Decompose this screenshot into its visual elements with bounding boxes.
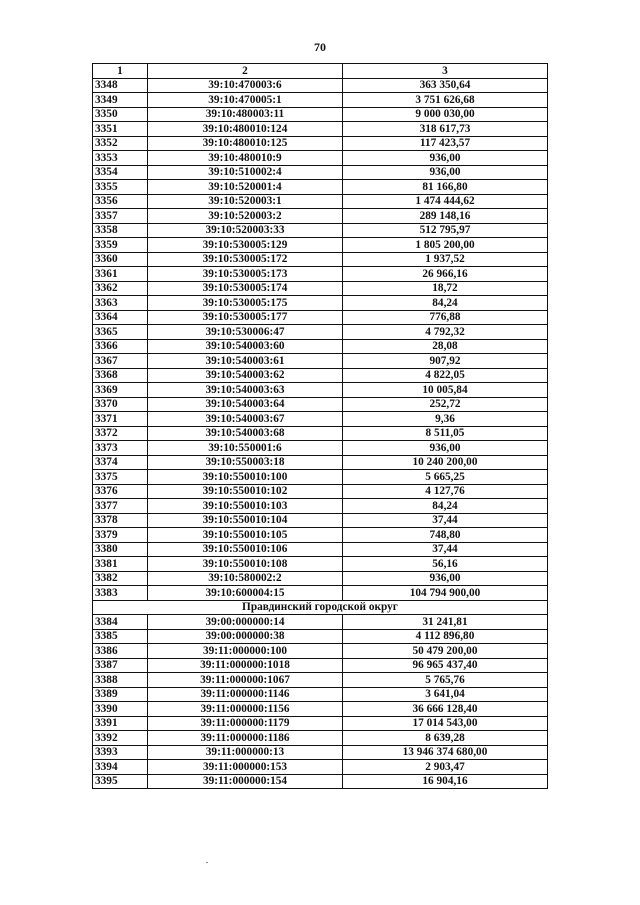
table-row — [93, 441, 548, 456]
table-row — [93, 267, 548, 282]
table-row — [93, 426, 548, 441]
row-number-cell: 3368 — [93, 368, 148, 383]
section-row — [93, 600, 548, 615]
row-number-cell: 3356 — [93, 194, 148, 209]
cadastral-number-cell: 39:10:550010:108 — [148, 557, 343, 572]
cadastral-number-cell: 39:10:480010:124 — [148, 122, 343, 137]
row-number-cell: 3372 — [93, 426, 148, 441]
cadastral-number-cell: 39:10:480003:11 — [148, 107, 343, 122]
value-cell: 4 112 896,80 — [343, 629, 548, 644]
row-number-cell: 3384 — [93, 615, 148, 630]
value-cell: 289 148,16 — [343, 209, 548, 224]
table-row — [93, 252, 548, 267]
value-cell: 8 511,05 — [343, 426, 548, 441]
cadastral-number-cell: 39:11:000000:1067 — [148, 673, 343, 688]
row-number-cell: 3365 — [93, 325, 148, 340]
table-row — [93, 499, 548, 514]
table-row — [93, 194, 548, 209]
row-number-cell: 3370 — [93, 397, 148, 412]
value-cell: 936,00 — [343, 151, 548, 166]
value-cell: 36 666 128,40 — [343, 702, 548, 717]
value-cell: 13 946 374 680,00 — [343, 745, 548, 760]
row-number-cell: 3393 — [93, 745, 148, 760]
row-number-cell: 3383 — [93, 586, 148, 601]
cadastral-number-cell: 39:10:540003:62 — [148, 368, 343, 383]
row-number-cell: 3387 — [93, 658, 148, 673]
value-cell: 252,72 — [343, 397, 548, 412]
value-cell: 1 937,52 — [343, 252, 548, 267]
value-cell: 37,44 — [343, 542, 548, 557]
cadastral-number-cell: 39:10:600004:15 — [148, 586, 343, 601]
row-number-cell: 3374 — [93, 455, 148, 470]
cadastral-number-cell: 39:10:530006:47 — [148, 325, 343, 340]
value-cell: 56,16 — [343, 557, 548, 572]
cadastral-number-cell: 39:10:530005:172 — [148, 252, 343, 267]
cadastral-number-cell: 39:11:000000:1186 — [148, 731, 343, 746]
column-header-value: 3 — [343, 64, 548, 79]
table-row — [93, 136, 548, 151]
cadastral-number-cell: 39:10:550010:102 — [148, 484, 343, 499]
column-header-number: 1 — [93, 64, 148, 79]
value-cell: 748,80 — [343, 528, 548, 543]
cadastral-number-cell: 39:10:530005:177 — [148, 310, 343, 325]
cadastral-number-cell: 39:10:580002:2 — [148, 571, 343, 586]
value-cell: 936,00 — [343, 441, 548, 456]
cadastral-number-cell: 39:10:540003:60 — [148, 339, 343, 354]
value-cell: 5 765,76 — [343, 673, 548, 688]
cadastral-number-cell: 39:11:000000:153 — [148, 760, 343, 775]
table-row — [93, 470, 548, 485]
value-cell: 5 665,25 — [343, 470, 548, 485]
value-cell: 936,00 — [343, 165, 548, 180]
table-row — [93, 383, 548, 398]
cadastral-number-cell: 39:11:000000:100 — [148, 644, 343, 659]
cadastral-number-cell: 39:11:000000:154 — [148, 774, 343, 789]
table-row — [93, 702, 548, 717]
row-number-cell: 3369 — [93, 383, 148, 398]
table-row — [93, 745, 548, 760]
value-cell: 28,08 — [343, 339, 548, 354]
value-cell: 9 000 030,00 — [343, 107, 548, 122]
table-row — [93, 484, 548, 499]
table-row — [93, 78, 548, 93]
value-cell: 18,72 — [343, 281, 548, 296]
row-number-cell: 3388 — [93, 673, 148, 688]
row-number-cell: 3349 — [93, 93, 148, 108]
value-cell: 50 479 200,00 — [343, 644, 548, 659]
cadastral-number-cell: 39:10:510002:4 — [148, 165, 343, 180]
row-number-cell: 3362 — [93, 281, 148, 296]
row-number-cell: 3353 — [93, 151, 148, 166]
value-cell: 117 423,57 — [343, 136, 548, 151]
value-cell: 4 792,32 — [343, 325, 548, 340]
cadastral-number-cell: 39:10:520003:33 — [148, 223, 343, 238]
row-number-cell: 3350 — [93, 107, 148, 122]
cadastral-number-cell: 39:10:550003:18 — [148, 455, 343, 470]
cadastral-number-cell: 39:10:540003:61 — [148, 354, 343, 369]
section-title: Правдинский городской округ — [93, 600, 548, 615]
value-cell: 318 617,73 — [343, 122, 548, 137]
table-row — [93, 209, 548, 224]
cadastral-number-cell: 39:10:550001:6 — [148, 441, 343, 456]
cadastral-number-cell: 39:10:470005:1 — [148, 93, 343, 108]
table-row — [93, 629, 548, 644]
table-row — [93, 122, 548, 137]
table-body — [93, 64, 548, 789]
cadastral-number-cell: 39:10:530005:175 — [148, 296, 343, 311]
row-number-cell: 3360 — [93, 252, 148, 267]
table-row — [93, 107, 548, 122]
row-number-cell: 3351 — [93, 122, 148, 137]
value-cell: 363 350,64 — [343, 78, 548, 93]
table-row — [93, 455, 548, 470]
row-number-cell: 3385 — [93, 629, 148, 644]
value-cell: 512 795,97 — [343, 223, 548, 238]
table-row — [93, 310, 548, 325]
row-number-cell: 3394 — [93, 760, 148, 775]
table-row — [93, 165, 548, 180]
row-number-cell: 3376 — [93, 484, 148, 499]
table-row — [93, 644, 548, 659]
table-row — [93, 339, 548, 354]
cadastral-number-cell: 39:10:520003:1 — [148, 194, 343, 209]
cadastral-number-cell: 39:10:520003:2 — [148, 209, 343, 224]
value-cell: 37,44 — [343, 513, 548, 528]
row-number-cell: 3395 — [93, 774, 148, 789]
cadastral-number-cell: 39:10:540003:63 — [148, 383, 343, 398]
value-cell: 1 474 444,62 — [343, 194, 548, 209]
cadastral-number-cell: 39:10:550010:103 — [148, 499, 343, 514]
page-number: 70 — [314, 40, 326, 54]
cadastral-number-cell: 39:10:480010:125 — [148, 136, 343, 151]
column-header-cadastral-number: 2 — [148, 64, 343, 79]
table-row — [93, 615, 548, 630]
row-number-cell: 3363 — [93, 296, 148, 311]
cadastral-number-cell: 39:10:550010:105 — [148, 528, 343, 543]
table-row — [93, 354, 548, 369]
cadastral-number-cell: 39:11:000000:1156 — [148, 702, 343, 717]
value-cell: 776,88 — [343, 310, 548, 325]
value-cell: 96 965 437,40 — [343, 658, 548, 673]
table-header-row — [93, 64, 548, 79]
value-cell: 26 966,16 — [343, 267, 548, 282]
row-number-cell: 3364 — [93, 310, 148, 325]
table-row — [93, 571, 548, 586]
value-cell: 3 751 626,68 — [343, 93, 548, 108]
cadastral-value-table — [92, 63, 548, 789]
value-cell: 4 127,76 — [343, 484, 548, 499]
value-cell: 2 903,47 — [343, 760, 548, 775]
table-row — [93, 658, 548, 673]
row-number-cell: 3373 — [93, 441, 148, 456]
cadastral-number-cell: 39:00:000000:38 — [148, 629, 343, 644]
row-number-cell: 3382 — [93, 571, 148, 586]
cadastral-number-cell: 39:10:530005:129 — [148, 238, 343, 253]
table-row — [93, 542, 548, 557]
cadastral-number-cell: 39:10:550010:104 — [148, 513, 343, 528]
cadastral-number-cell: 39:10:520001:4 — [148, 180, 343, 195]
row-number-cell: 3381 — [93, 557, 148, 572]
cadastral-number-cell: 39:11:000000:1146 — [148, 687, 343, 702]
row-number-cell: 3391 — [93, 716, 148, 731]
cadastral-number-cell: 39:10:540003:68 — [148, 426, 343, 441]
scan-mark — [206, 862, 208, 863]
table-row — [93, 716, 548, 731]
table-row — [93, 325, 548, 340]
row-number-cell: 3348 — [93, 78, 148, 93]
table-row — [93, 774, 548, 789]
cadastral-number-cell: 39:00:000000:14 — [148, 615, 343, 630]
value-cell: 907,92 — [343, 354, 548, 369]
value-cell: 16 904,16 — [343, 774, 548, 789]
value-cell: 81 166,80 — [343, 180, 548, 195]
table-row — [93, 281, 548, 296]
row-number-cell: 3361 — [93, 267, 148, 282]
row-number-cell: 3375 — [93, 470, 148, 485]
cadastral-number-cell: 39:10:530005:174 — [148, 281, 343, 296]
table-row — [93, 760, 548, 775]
cadastral-number-cell: 39:10:550010:106 — [148, 542, 343, 557]
value-cell: 8 639,28 — [343, 731, 548, 746]
row-number-cell: 3357 — [93, 209, 148, 224]
table-row — [93, 93, 548, 108]
value-cell: 84,24 — [343, 296, 548, 311]
row-number-cell: 3380 — [93, 542, 148, 557]
table-row — [93, 238, 548, 253]
table-row — [93, 151, 548, 166]
table-row — [93, 731, 548, 746]
row-number-cell: 3354 — [93, 165, 148, 180]
value-cell: 10 240 200,00 — [343, 455, 548, 470]
row-number-cell: 3352 — [93, 136, 148, 151]
row-number-cell: 3386 — [93, 644, 148, 659]
row-number-cell: 3367 — [93, 354, 148, 369]
value-cell: 1 805 200,00 — [343, 238, 548, 253]
row-number-cell: 3377 — [93, 499, 148, 514]
table-row — [93, 368, 548, 383]
cadastral-number-cell: 39:10:470003:6 — [148, 78, 343, 93]
row-number-cell: 3378 — [93, 513, 148, 528]
table-row — [93, 296, 548, 311]
table-row — [93, 673, 548, 688]
table-row — [93, 223, 548, 238]
table-row — [93, 528, 548, 543]
row-number-cell: 3390 — [93, 702, 148, 717]
value-cell: 10 005,84 — [343, 383, 548, 398]
cadastral-number-cell: 39:10:480010:9 — [148, 151, 343, 166]
row-number-cell: 3358 — [93, 223, 148, 238]
row-number-cell: 3371 — [93, 412, 148, 427]
value-cell: 31 241,81 — [343, 615, 548, 630]
value-cell: 17 014 543,00 — [343, 716, 548, 731]
value-cell: 104 794 900,00 — [343, 586, 548, 601]
value-cell: 936,00 — [343, 571, 548, 586]
value-cell: 3 641,04 — [343, 687, 548, 702]
table-row — [93, 513, 548, 528]
row-number-cell: 3389 — [93, 687, 148, 702]
cadastral-number-cell: 39:10:550010:100 — [148, 470, 343, 485]
table-row — [93, 180, 548, 195]
value-cell: 84,24 — [343, 499, 548, 514]
cadastral-number-cell: 39:10:530005:173 — [148, 267, 343, 282]
table-row — [93, 586, 548, 601]
table-row — [93, 557, 548, 572]
row-number-cell: 3392 — [93, 731, 148, 746]
table-row — [93, 412, 548, 427]
cadastral-number-cell: 39:10:540003:64 — [148, 397, 343, 412]
row-number-cell: 3366 — [93, 339, 148, 354]
cadastral-number-cell: 39:10:540003:67 — [148, 412, 343, 427]
cadastral-number-cell: 39:11:000000:13 — [148, 745, 343, 760]
table-row — [93, 687, 548, 702]
value-cell: 4 822,05 — [343, 368, 548, 383]
row-number-cell: 3355 — [93, 180, 148, 195]
cadastral-number-cell: 39:11:000000:1018 — [148, 658, 343, 673]
row-number-cell: 3379 — [93, 528, 148, 543]
value-cell: 9,36 — [343, 412, 548, 427]
row-number-cell: 3359 — [93, 238, 148, 253]
table-row — [93, 397, 548, 412]
cadastral-number-cell: 39:11:000000:1179 — [148, 716, 343, 731]
